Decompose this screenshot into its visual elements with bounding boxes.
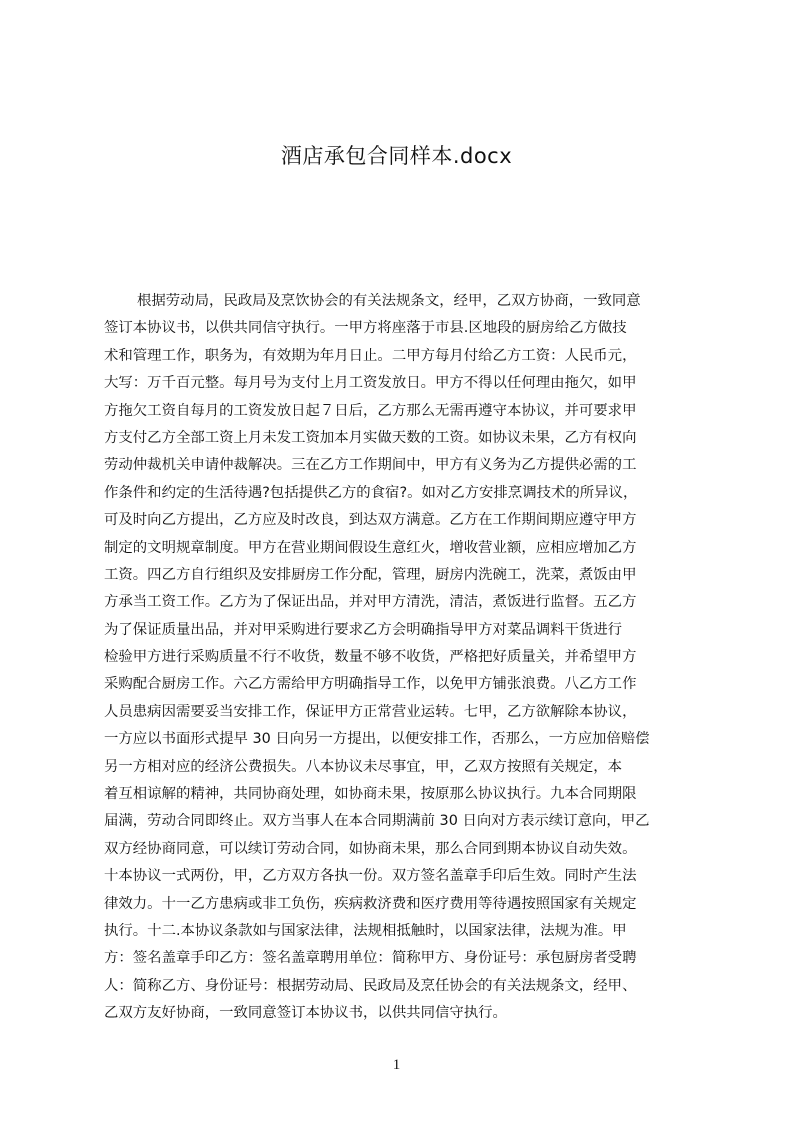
body-line: 十本协议一式两份，甲，乙方双方各执一份。双方签名盖章手印后生效。同时产生法 bbox=[104, 868, 637, 885]
body-line: 大写：万千百元整。每月号为支付上月工资发放日。甲方不得以任何理由拖欠，如甲 bbox=[104, 375, 637, 392]
body-line: 方：签名盖章手印乙方：签名盖章聘用单位：简称甲方、身份证号：承包厨房者受聘 bbox=[104, 950, 637, 967]
body-line: 乙双方友好协商，一致同意签订本协议书，以供共同信守执行。 bbox=[104, 1005, 507, 1022]
body-line: 方拖欠工资自每月的工资发放日起７日后，乙方那么无需再遵守本协议，并可要求甲 bbox=[104, 402, 637, 419]
body-line: 人：简称乙方、身份证号：根据劳动局、民政局及烹任协会的有关法规条文，经甲、 bbox=[104, 977, 637, 994]
body-line: 术和管理工作，职务为，有效期为年月日止。二甲方每月付给乙方工资：人民币元， bbox=[104, 347, 637, 364]
body-line: 签订本协议书，以供共同信守执行。一甲方将座落于市县.区地段的厨房给乙方做技 bbox=[104, 320, 627, 337]
body-line: 另一方相对应的经济公费损失。八本协议未尽事宜，甲，乙双方按照有关规定，本 bbox=[104, 758, 623, 775]
body-line: 根据劳动局，民政局及烹饮协会的有关法规条文，经甲，乙双方协商，一致同意 bbox=[137, 293, 641, 309]
body-line: 方承当工资工作。乙方为了保证出品，并对甲方清洗，清洁，煮饭进行监督。五乙方 bbox=[104, 594, 637, 611]
body-line: 采购配合厨房工作。六乙方需给甲方明确指导工作，以免甲方铺张浪费。八乙方工作 bbox=[104, 676, 637, 693]
body-line: 作条件和约定的生活待遇?包括提供乙方的食宿?。如对乙方安排烹调技术的所异议， bbox=[104, 484, 638, 501]
body-line: 一方应以书面形式提早 30 日向另一方提出，以便安排工作，否那么，一方应加倍赔偿 bbox=[104, 731, 650, 748]
document-body bbox=[104, 288, 698, 1028]
page-number: 1 bbox=[392, 1057, 401, 1073]
body-line: 人员患病因需要妥当安排工作，保证甲方正常营业运转。七甲，乙方欲解除本协议， bbox=[104, 703, 637, 720]
body-line: 制定的文明规章制度。甲方在营业期间假设生意红火，增收营业额，应相应增加乙方 bbox=[104, 539, 637, 556]
body-line: 执行。十二.本协议条款如与国家法律，法规相抵触时，以国家法律，法规为准。甲 bbox=[104, 922, 627, 939]
body-line: 着互相谅解的精神，共同协商处理，如协商未果，按原那么协议执行。九本合同期限 bbox=[104, 786, 637, 803]
body-line: 律效力。十一乙方患病或非工负伤，疾病救济费和医疗费用等待遇按照国家有关规定 bbox=[104, 895, 637, 912]
body-line: 可及时向乙方提出，乙方应及时改良，到达双方满意。乙方在工作期间期应遵守甲方 bbox=[104, 512, 637, 529]
body-line: 为了保证质量出品，并对甲采购进行要求乙方会明确指导甲方对菜品调料干货进行 bbox=[104, 621, 623, 638]
body-line: 双方经协商同意，可以续订劳动合同，如协商未果，那么合同到期本协议自动失效。 bbox=[104, 840, 637, 857]
body-line: 劳动仲裁机关申请仲裁解决。三在乙方工作期间中，甲方有义务为乙方提供必需的工 bbox=[104, 457, 637, 474]
body-line: 方支付乙方全部工资上月未发工资加本月实做天数的工资。如协议未果，乙方有权向 bbox=[104, 429, 637, 446]
body-line: 届满，劳动合同即终止。双方当事人在本合同期满前 30 日向对方表示续订意向，甲乙 bbox=[104, 813, 650, 830]
body-line: 工资。四乙方自行组织及安排厨房工作分配，管理，厨房内洗碗工，洗菜，煮饭由甲 bbox=[104, 566, 637, 583]
body-line: 检验甲方进行采购质量不行不收货，数量不够不收货，严格把好质量关，并希望甲方 bbox=[104, 649, 637, 666]
document-title: 酒店承包合同样本.docx bbox=[280, 144, 513, 168]
